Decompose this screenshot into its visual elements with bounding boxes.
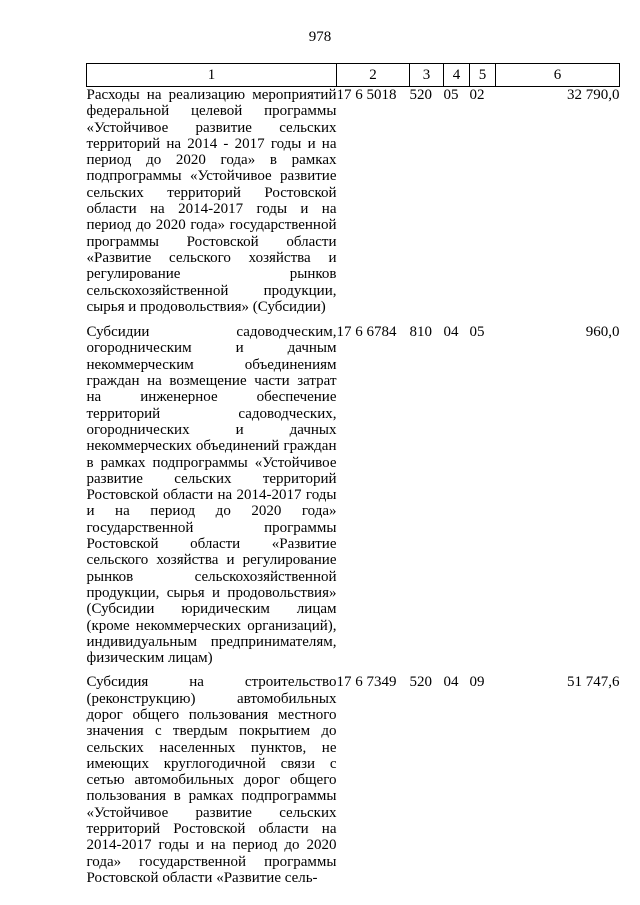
budget-table	[86, 63, 620, 886]
table-row	[87, 674, 620, 886]
row-target-article: 17 6 7349	[336, 674, 397, 691]
header-col-6: 6	[496, 64, 620, 87]
row-amount: 960,0	[585, 324, 620, 341]
header-col-1: 1	[87, 64, 337, 87]
row-subsection: 09	[469, 674, 485, 691]
header-col-4: 4	[444, 64, 470, 87]
row-target-article: 17 6 5018	[336, 87, 397, 103]
row-target-article: 17 6 6784	[336, 324, 397, 341]
row-subsection: 02	[469, 87, 485, 103]
row-subsection: 05	[469, 324, 485, 341]
row-section: 04	[443, 674, 459, 691]
row-description: Субсидия на строительство (реконструкцию) автомобильных дорог общего пользования местного значения с твердым покрытием до сельских населенных пунктов, не имеющих круглогодичной связи с сетью автомобильных дорог общего пользования в рамках подпрограммы «Устойчивое развитие сельских территорий Ростовской области на 2014-2017 годы и на период до 2020 года» государственной программы Ростовской области «Развитие сель-	[86, 674, 337, 886]
row-section: 05	[443, 87, 459, 103]
table-row	[87, 324, 620, 674]
header-col-3: 3	[410, 64, 444, 87]
header-col-5: 5	[470, 64, 496, 87]
header-col-2: 2	[337, 64, 410, 87]
page-number: 978	[308, 29, 332, 45]
table-header-row	[87, 64, 620, 87]
row-description: Субсидии садоводческим, огородническим и дачным некоммерческим объединениям граждан на возмещение части затрат на инженерное обеспечение территорий садоводческих, огороднических и дачных некоммерческих объединений граждан в рамках подпрограммы «Устойчивое развитие сельских территорий Ростовской области на 2014-2017 годы и на период до 2020 года» государственной программы Ростовской области «Развитие сельского хозяйства и регулирование рынков сельскохозяйственной продукции, сырья и продовольствия» (Субсидии юридическим лицам (кроме некоммерческих организаций), индивидуальным предпринимателям, физическим лицам)	[86, 324, 337, 667]
row-amount: 51 747,6	[567, 674, 620, 691]
row-expense-type: 810	[409, 324, 432, 341]
row-expense-type: 520	[409, 674, 432, 691]
row-description: Расходы на реализацию мероприятий федеральной целевой программы «Устойчивое развитие сельских территорий на 2014 - 2017 годы и на период до 2020 года» в рамках подпрограммы «Устойчивое развитие сельских территорий Ростовской области на 2014-2017 годы и на период до 2020 года» государственной программы Ростовской области «Развитие сельского хозяйства и регулирование рынков сельскохозяйственной продукции, сырья и продовольствия» (Субсидии)	[86, 87, 337, 315]
table-row	[87, 87, 620, 325]
row-amount: 32 790,0	[567, 87, 620, 103]
row-section: 04	[443, 324, 459, 341]
row-expense-type: 520	[409, 87, 432, 103]
